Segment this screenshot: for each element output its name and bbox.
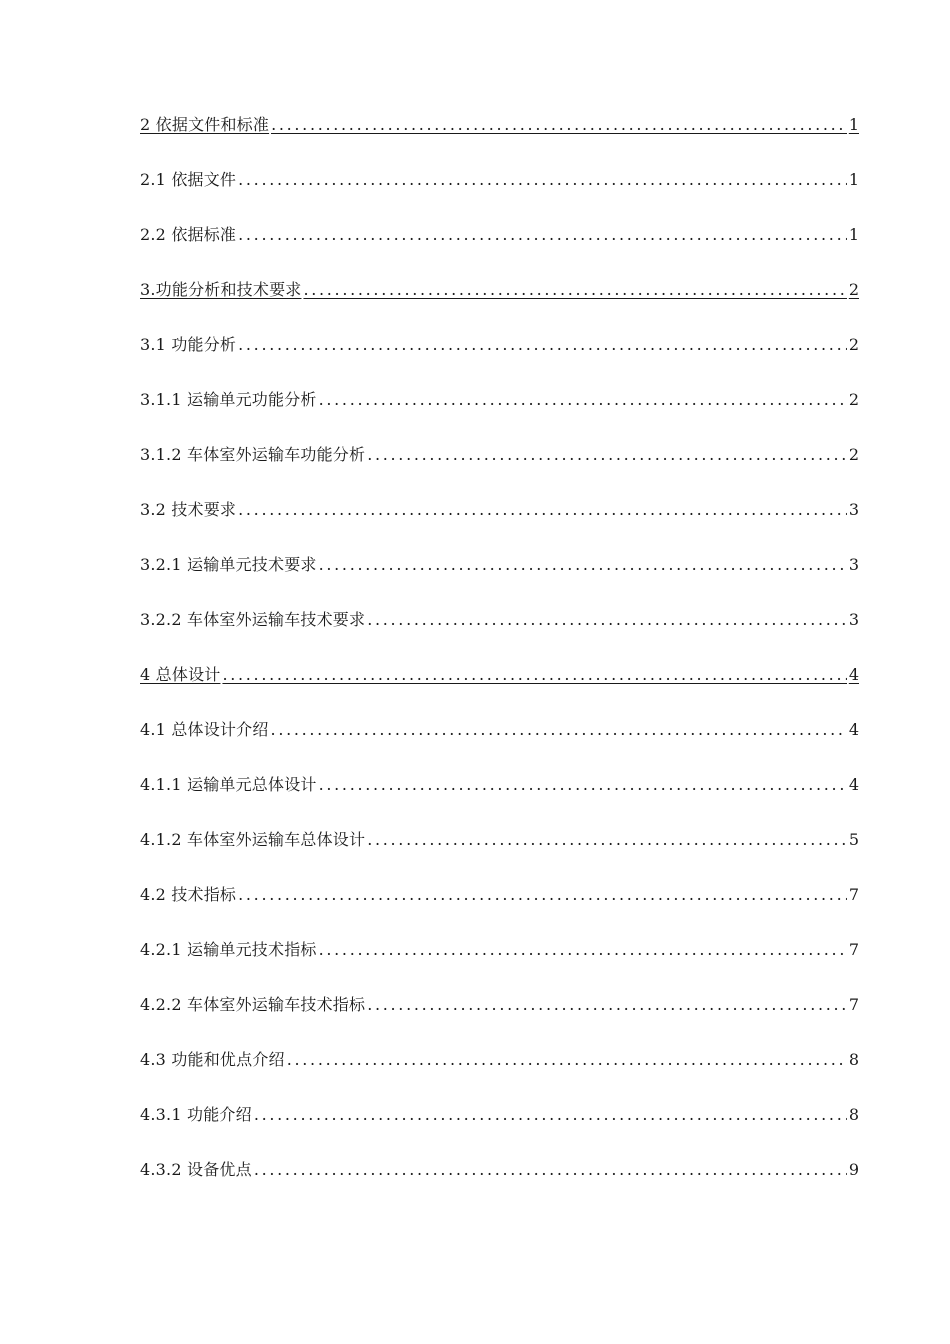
toc-entry-page: 7 <box>848 940 859 959</box>
toc-entry-page: 3 <box>848 610 859 629</box>
toc-entry-title: 2.1 依据文件 <box>140 170 237 189</box>
toc-entry-4-1-2[interactable] <box>140 828 859 883</box>
toc-entry-title: 4.3.2 设备优点 <box>140 1160 252 1179</box>
toc-entry-page: 3 <box>848 500 859 519</box>
toc-entry-3-2[interactable] <box>140 498 859 553</box>
toc-entry-2[interactable] <box>140 113 859 168</box>
toc-entry-title: 3.2.2 车体室外运输车技术要求 <box>140 610 366 629</box>
toc-entry-3-2-2[interactable] <box>140 608 859 663</box>
toc-entry-title: 3.1.1 运输单元功能分析 <box>140 390 317 409</box>
toc-entry-title: 4.2.1 运输单元技术指标 <box>140 940 317 959</box>
toc-entry-page: 8 <box>848 1050 859 1069</box>
toc-entry-3[interactable] <box>140 278 859 333</box>
toc-entry-4-3-1[interactable] <box>140 1103 859 1158</box>
toc-entry-page: 7 <box>848 995 859 1014</box>
toc-entry-title: 3.功能分析和技术要求 <box>140 280 302 299</box>
toc-entry-3-1-1[interactable] <box>140 388 859 443</box>
toc-entry-title: 4.3 功能和优点介绍 <box>140 1050 285 1069</box>
dot-leader <box>319 553 847 577</box>
dot-leader <box>254 1158 847 1182</box>
dot-leader <box>271 718 847 742</box>
dot-leader <box>319 388 847 412</box>
dot-leader <box>367 608 847 632</box>
toc-entry-4-1-1[interactable] <box>140 773 859 828</box>
toc-entry-title: 3.2 技术要求 <box>140 500 237 519</box>
toc-entry-title: 2.2 依据标准 <box>140 225 237 244</box>
toc-entry-3-1[interactable] <box>140 333 859 388</box>
dot-leader <box>254 1103 847 1127</box>
toc-entry-title: 3.1.2 车体室外运输车功能分析 <box>140 445 366 464</box>
dot-leader <box>287 1048 847 1072</box>
toc-entry-page: 7 <box>848 885 859 904</box>
toc-entry-4-3-2[interactable] <box>140 1158 859 1213</box>
toc-entry-page: 1 <box>848 225 859 244</box>
toc-entry-page: 1 <box>848 115 859 134</box>
dot-leader <box>238 168 847 192</box>
toc-entry-title: 2 依据文件和标准 <box>140 115 270 134</box>
dot-leader <box>238 498 847 522</box>
toc-entry-4[interactable] <box>140 663 859 718</box>
dot-leader <box>238 333 847 357</box>
toc-entry-page: 5 <box>848 830 859 849</box>
dot-leader <box>367 828 847 852</box>
dot-leader <box>238 223 847 247</box>
toc-entry-title: 4.2.2 车体室外运输车技术指标 <box>140 995 366 1014</box>
dot-leader <box>367 443 847 467</box>
toc-entry-title: 4.2 技术指标 <box>140 885 237 904</box>
toc-entry-page: 4 <box>848 665 859 684</box>
toc-entry-page: 2 <box>848 390 859 409</box>
toc-entry-2-2[interactable] <box>140 223 859 278</box>
toc-entry-page: 4 <box>848 775 859 794</box>
dot-leader <box>238 883 847 907</box>
toc-entry-page: 2 <box>848 335 859 354</box>
toc-entry-title: 4 总体设计 <box>140 665 221 684</box>
toc-entry-title: 3.2.1 运输单元技术要求 <box>140 555 317 574</box>
toc-entry-3-1-2[interactable] <box>140 443 859 498</box>
toc-entry-4-2-1[interactable] <box>140 938 859 993</box>
dot-leader <box>367 993 847 1017</box>
toc-entry-page: 9 <box>848 1160 859 1179</box>
toc-entry-title: 4.1.1 运输单元总体设计 <box>140 775 317 794</box>
dot-leader <box>222 663 846 687</box>
dot-leader <box>303 278 846 302</box>
toc-entry-title: 4.1 总体设计介绍 <box>140 720 269 739</box>
toc-entry-page: 2 <box>848 445 859 464</box>
dot-leader <box>319 773 847 797</box>
toc-entry-3-2-1[interactable] <box>140 553 859 608</box>
toc-entry-4-2-2[interactable] <box>140 993 859 1048</box>
toc-entry-page: 3 <box>848 555 859 574</box>
toc-entry-page: 2 <box>848 280 859 299</box>
toc-entry-4-1[interactable] <box>140 718 859 773</box>
toc-entry-title: 4.1.2 车体室外运输车总体设计 <box>140 830 366 849</box>
toc-entry-2-1[interactable] <box>140 168 859 223</box>
toc-entry-page: 4 <box>848 720 859 739</box>
toc-entry-page: 1 <box>848 170 859 189</box>
toc-entry-4-2[interactable] <box>140 883 859 938</box>
toc-entry-page: 8 <box>848 1105 859 1124</box>
dot-leader <box>319 938 847 962</box>
dot-leader <box>271 113 847 137</box>
toc-entry-title: 4.3.1 功能介绍 <box>140 1105 252 1124</box>
toc-entry-title: 3.1 功能分析 <box>140 335 237 354</box>
table-of-contents <box>140 113 859 1213</box>
toc-entry-4-3[interactable] <box>140 1048 859 1103</box>
